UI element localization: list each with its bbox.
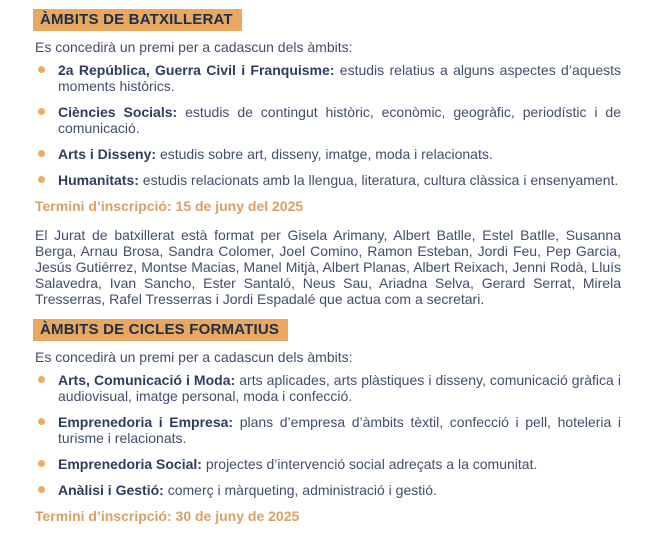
deadline-cicles-formatius: Termini d’inscripció: 30 de juny de 2025 bbox=[35, 508, 300, 524]
section-cicles-formatius bbox=[33, 319, 621, 524]
bullet-dot-icon bbox=[38, 66, 45, 73]
bullet-lead: Arts i Disseny: bbox=[58, 146, 157, 162]
jury-paragraph: El Jurat de batxillerat està format per Gisela Arimany, Albert Batlle, Estel Batlle, Susanna Berga, Arnau Brosa, Sandra Colomer, Joel Comino, Ramon Esteban, Jordi Feu, Pep Garcia, Jesús Gutiérrez, Montse Macias, Manel Mitjà, Albert Planas, Albert Reixach, Jenni Rodà, Lluís Salavedra, Ivan Sancho, Ester Santaló, Neus Sau, Ariadna Selva, Gerard Serrat, Mirela Tresserras, Rafel Tresserras i Jordi Espadalé que actua com a secretari. bbox=[35, 227, 621, 307]
bullet-lead: Ciències Socials: bbox=[58, 104, 178, 120]
list-item bbox=[33, 482, 621, 498]
bullet-text: comerç i màrqueting, administració i gestió. bbox=[167, 482, 437, 498]
bullet-text: estudis relatius a alguns aspectes d’aquests moments històrics. bbox=[58, 62, 621, 94]
bullet-lead: Humanitats: bbox=[58, 172, 139, 188]
ambits-list-cicles bbox=[33, 372, 621, 498]
section-title-cicles-formatius: ÀMBITS DE CICLES FORMATIUS bbox=[33, 319, 288, 341]
list-item bbox=[33, 146, 621, 162]
bullet-lead: Emprenedoria i Empresa: bbox=[58, 414, 234, 430]
list-item bbox=[33, 104, 621, 136]
bullet-text: estudis relacionats amb la llengua, literatura, cultura clàssica i ensenyament. bbox=[142, 172, 619, 188]
bullet-dot-icon bbox=[38, 176, 45, 183]
bullet-lead: Anàlisi i Gestió: bbox=[58, 482, 164, 498]
list-item bbox=[33, 456, 621, 472]
list-item bbox=[33, 414, 621, 446]
section-intro: Es concedirà un premi per a cadascun dels àmbits: bbox=[35, 349, 353, 365]
list-item bbox=[33, 62, 621, 94]
bullet-dot-icon bbox=[38, 108, 45, 115]
bullet-text: projectes d’intervenció social adreçats a la comunitat. bbox=[205, 456, 538, 472]
bullet-dot-icon bbox=[38, 460, 45, 467]
section-title-batxillerat: ÀMBITS DE BATXILLERAT bbox=[33, 9, 242, 31]
bullet-lead: Emprenedoria Social: bbox=[58, 456, 202, 472]
bullet-text: arts aplicades, arts plàstiques i disseny, comunicació gràfica i audiovisual, imatge personal, moda i confecció. bbox=[58, 372, 622, 404]
bullet-lead: Arts, Comunicació i Moda: bbox=[58, 372, 236, 388]
bullet-text: estudis de contingut històric, econòmic, geogràfic, periodístic i de comunicació. bbox=[58, 104, 621, 136]
list-item bbox=[33, 372, 621, 404]
bullet-text: plans d’empresa d’àmbits tèxtil, confecció i pell, hoteleria i turisme i relacionats. bbox=[58, 414, 621, 446]
list-item bbox=[33, 172, 621, 188]
bullet-text: estudis sobre art, disseny, imatge, moda i relacionats. bbox=[159, 146, 493, 162]
section-batxillerat bbox=[33, 9, 621, 307]
bullet-dot-icon bbox=[38, 486, 45, 493]
bullet-dot-icon bbox=[38, 376, 45, 383]
ambits-list-batxillerat bbox=[33, 62, 621, 188]
section-intro: Es concedirà un premi per a cadascun dels àmbits: bbox=[35, 39, 353, 55]
bullet-lead: 2a República, Guerra Civil i Franquisme: bbox=[58, 62, 335, 78]
bullet-dot-icon bbox=[38, 418, 45, 425]
bullet-dot-icon bbox=[38, 150, 45, 157]
deadline-batxillerat: Termini d’inscripció: 15 de juny del 2025 bbox=[35, 198, 304, 214]
